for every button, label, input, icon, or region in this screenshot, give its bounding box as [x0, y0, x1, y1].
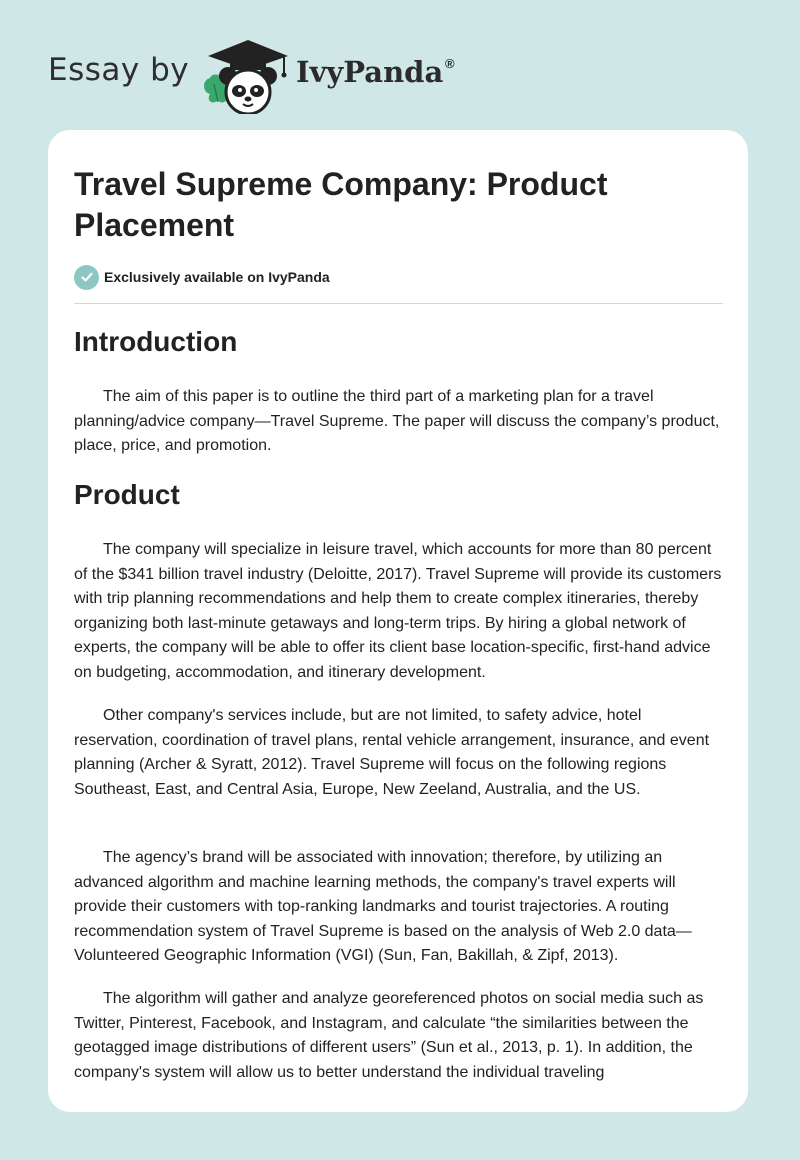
- section-heading-introduction: Introduction: [74, 326, 238, 357]
- paragraph: The algorithm will gather and analyze georeferenced photos on social media such as Twitter, Pinterest, Facebook, and Instagram, and calculate “the similarities between the geotagged image distributions of different users” (Sun et al., 2013, p. 1). In addition, the company's system will allow us to better understand the individual traveling: [74, 990, 704, 1081]
- panda-logo-icon[interactable]: [200, 36, 292, 114]
- paragraph: The agency’s brand will be associated with innovation; therefore, by utilizing an advanced algorithm and machine learning methods, the company's travel experts will provide their customers with top-ranking landmarks and tourist trajectories. A routing recommendation system of Travel Supreme is based on the analysis of Web 2.0 data—Volunteered Geographic Information (VGI) (Sun, Fan, Bakillah, & Zipf, 2013).: [74, 849, 692, 964]
- paragraph: Other company's services include, but are not limited, to safety advice, hotel reservation, coordination of travel plans, rental vehicle arrangement, insurance, and event planning (Archer & Syratt, 2012). Travel Supreme will focus on the following regions Southeast, East, and Central Asia, Europe, New Zeeland, Australia, and the US.: [74, 707, 710, 798]
- check-icon: [74, 265, 99, 290]
- essay-by-label: Essay by: [48, 52, 190, 88]
- registered-mark: ®: [445, 56, 455, 71]
- exclusive-badge-text: Exclusively available on IvyPanda: [104, 269, 330, 285]
- exclusive-badge: [74, 264, 330, 290]
- brand-name[interactable]: IvyPanda: [296, 55, 444, 89]
- site-header: [0, 0, 800, 120]
- paragraph: The aim of this paper is to outline the third part of a marketing plan for a travel planning/advice company—Travel Supreme. The paper will discuss the company’s product, place, price, and promotion.: [74, 388, 720, 454]
- paragraph: The company will specialize in leisure travel, which accounts for more than 80 percent of the $341 billion travel industry (Deloitte, 2017). Travel Supreme will provide its customers with trip planning recommendations and help them to create complex itineraries, thereby organizing both last-minute getaways and long-term trips. By hiring a global network of experts, the company will be able to offer its client base location-specific, first-hand advice on budgeting, accommodation, and itinerary development.: [74, 541, 722, 681]
- article-card: [48, 130, 748, 1112]
- divider: [74, 303, 723, 304]
- section-heading-product: Product: [74, 479, 180, 510]
- article-title: Travel Supreme Company: Product Placement: [74, 166, 608, 243]
